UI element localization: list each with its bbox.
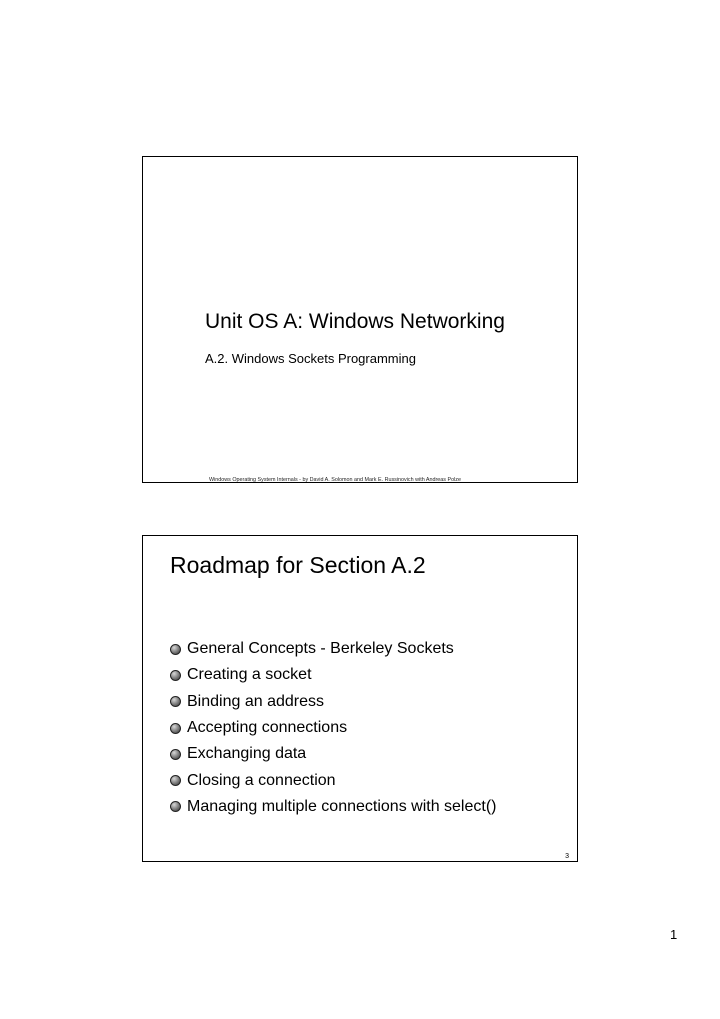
slide-title: Roadmap for Section A.2 bbox=[170, 552, 426, 578]
bullet-text: Binding an address bbox=[187, 692, 324, 710]
bullet-icon bbox=[170, 775, 181, 786]
slide-1 bbox=[142, 156, 578, 483]
bullet-icon bbox=[170, 801, 181, 812]
list-item bbox=[170, 794, 496, 820]
bullet-icon bbox=[170, 723, 181, 734]
list-item bbox=[170, 662, 496, 688]
bullet-icon bbox=[170, 749, 181, 760]
list-item bbox=[170, 715, 496, 741]
bullet-text: Accepting connections bbox=[187, 719, 348, 737]
list-item bbox=[170, 689, 496, 715]
bullet-text: Creating a socket bbox=[187, 666, 312, 684]
bullet-text: General Concepts - Berkeley Sockets bbox=[187, 640, 454, 658]
page-number: 1 bbox=[670, 927, 678, 942]
bullet-icon bbox=[170, 670, 181, 681]
slide-2 bbox=[142, 535, 578, 862]
list-item bbox=[170, 741, 496, 767]
bullet-icon bbox=[170, 644, 181, 655]
slide-title: Unit OS A: Windows Networking bbox=[205, 310, 505, 333]
bullet-text: Managing multiple connections with select() bbox=[187, 797, 497, 815]
bullet-list bbox=[170, 636, 496, 820]
bullet-text: Exchanging data bbox=[187, 745, 307, 763]
list-item bbox=[170, 636, 496, 662]
slide-footer: Windows Operating System Internals - by David A. Solomon and Mark E. Russinovich with Andreas Polze bbox=[209, 477, 461, 483]
slide-number: 3 bbox=[565, 853, 569, 860]
bullet-icon bbox=[170, 696, 181, 707]
list-item bbox=[170, 767, 496, 793]
slide-subtitle: A.2. Windows Sockets Programming bbox=[205, 351, 416, 366]
bullet-text: Closing a connection bbox=[187, 771, 336, 789]
